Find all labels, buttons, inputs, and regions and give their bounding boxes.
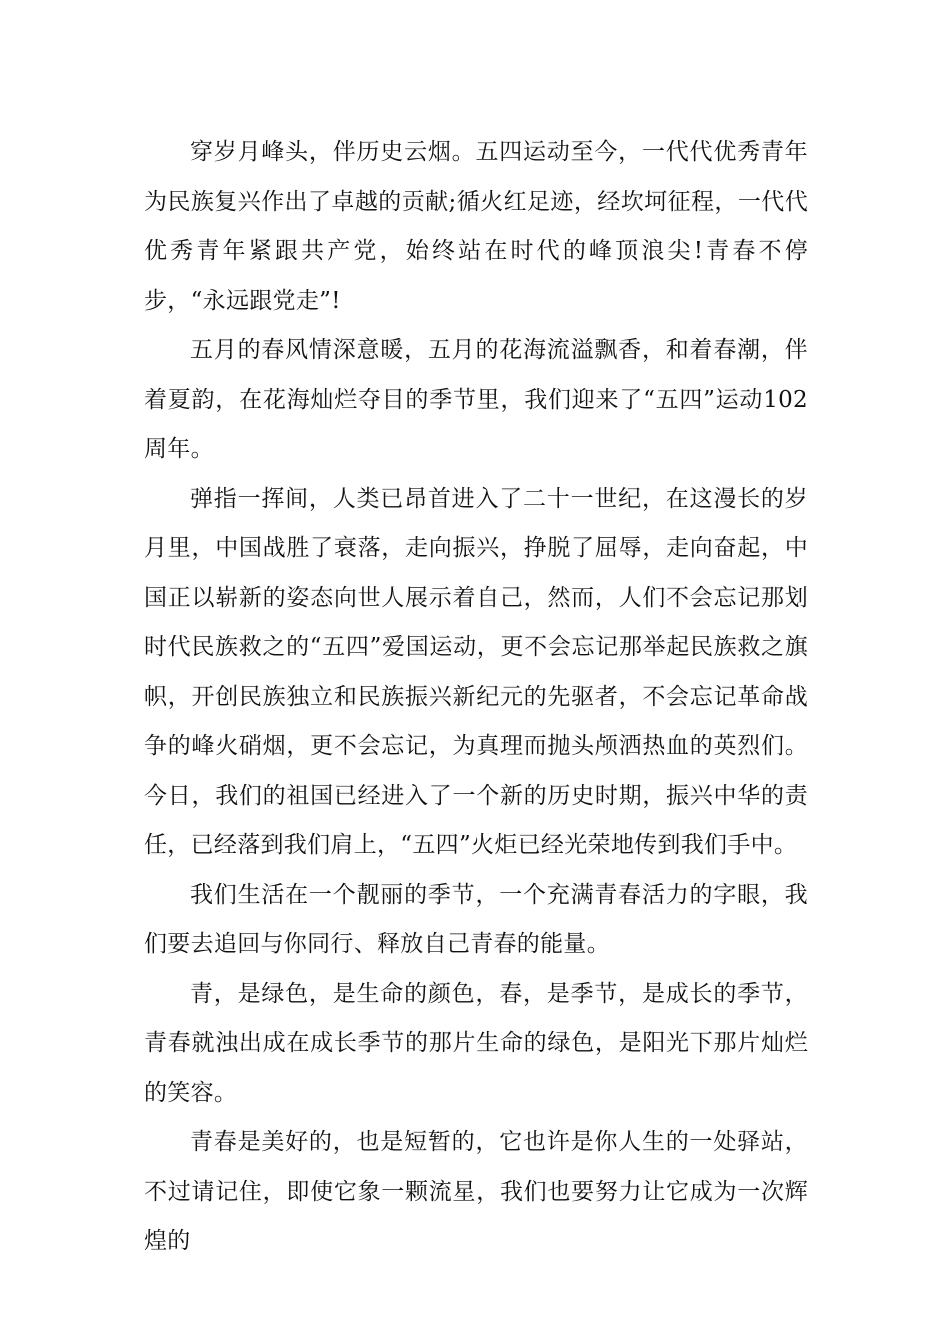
- paragraph-6: 青春是美好的，也是短暂的，它也许是你人生的一处驿站，不过请记住，即使它象一颗流星，我们也要努力让它成为一次辉煌的: [144, 1129, 808, 1254]
- document-body: [144, 128, 808, 1267]
- paragraph-4: 我们生活在一个靓丽的季节，一个充满青春活力的字眼，我们要去追回与你同行、释放自己青春的能量。: [144, 881, 808, 957]
- paragraph-5: 青，是绿色，是生命的颜色，春，是季节，是成长的季节，青春就浊出成在成长季节的那片生命的绿色，是阳光下那片灿烂的笑容。: [144, 980, 808, 1106]
- paragraph-1: 穿岁月峰头，伴历史云烟。五四运动至今，一代代优秀青年为民族复兴作出了卓越的贡献;循火红足迹，经坎坷征程，一代代优秀青年紧跟共产党，始终站在时代的峰顶浪尖!青春不停步，“永远跟党走”!: [144, 139, 808, 314]
- paragraph-3: 弹指一挥间，人类已昂首进入了二十一世纪，在这漫长的岁月里，中国战胜了衰落，走向振兴，挣脱了屈辱，走向奋起，中国正以崭新的姿态向世人展示着自己，然而，人们不会忘记那划时代民族救之的“五四”爱国运动，更不会忘记那举起民族救之旗帜，开创民族独立和民族振兴新纪元的先驱者，不会忘记革命战争的峰火硝烟，更不会忘记，为真理而抛头颅洒热血的英烈们。今日，我们的祖国已经进入了一个新的历史时期，振兴中华的责任，已经落到我们肩上，“五四”火炬已经光荣地传到我们手中。: [144, 485, 808, 858]
- paragraph-2: 五月的春风情深意暖，五月的花海流溢飘香，和着春潮，伴着夏韵，在花海灿烂夺目的季节里，我们迎来了“五四”运动102周年。: [144, 337, 808, 462]
